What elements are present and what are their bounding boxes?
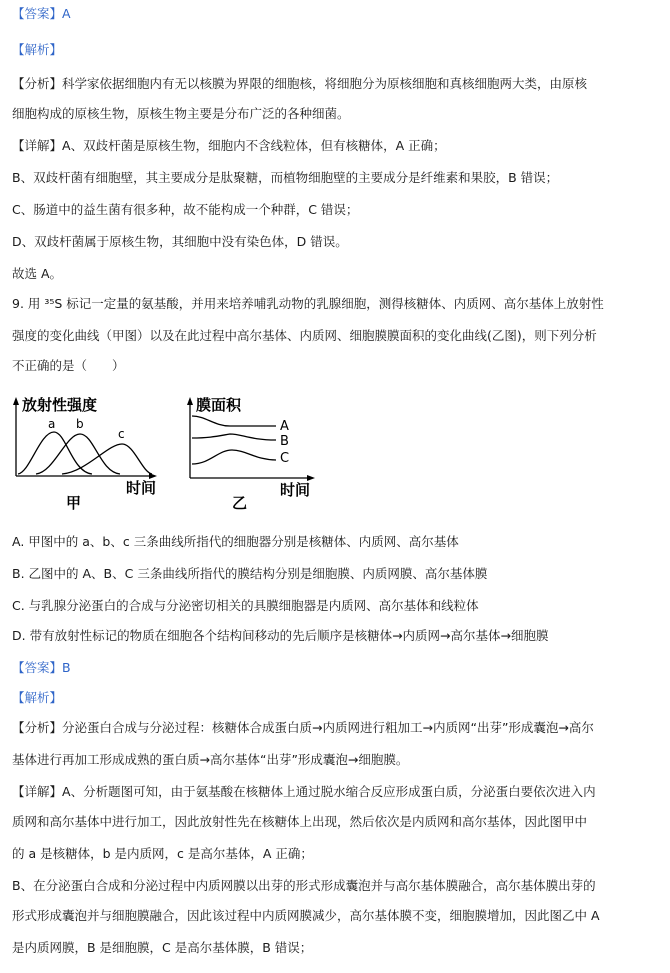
q9-figures-svg	[10, 392, 340, 512]
q9-stem-line3: 不正确的是（ ）	[12, 358, 125, 373]
q9-fenxi-line1	[12, 718, 660, 738]
answer-value: B	[62, 660, 71, 675]
jia-y-arrow	[13, 397, 19, 405]
q9-analysis-line	[12, 688, 660, 708]
q8-detail-d: D、双歧杆菌属于原核生物，其细胞中没有染色体，D 错误。	[12, 234, 348, 249]
detail-tag: 【详解】	[12, 784, 63, 799]
q9-detail-a2: 质网和高尔基体中进行加工，因此放射性先在核糖体上出现，然后依次是内质网和高尔基体，因此图甲中	[12, 814, 588, 829]
fenxi-text: 分泌蛋白合成与分泌过程：核糖体合成蛋白质→内质网进行粗加工→内质网“出芽”形成囊泡→高尔	[62, 720, 594, 735]
answer-tag: 【答案】	[12, 6, 63, 21]
jia-ylabel: 放射性强度	[22, 396, 98, 414]
q9-detail-a3: 的 a 是核糖体，b 是内质网，c 是高尔基体，A 正确；	[12, 846, 313, 861]
analysis-tag: 【解析】	[12, 42, 63, 57]
q9-stem-line2: 强度的变化曲线（甲图）以及在此过程中高尔基体、内质网、细胞膜膜面积的变化曲线(乙图)，则下列分析	[12, 328, 597, 343]
q8-analysis-line	[12, 40, 660, 60]
q8-detail-b: B、双歧杆菌有细胞壁，其主要成分是肽聚糖，而植物细胞壁的主要成分是纤维素和果胶，B 错误；	[12, 170, 559, 185]
yi-y-arrow	[187, 397, 193, 405]
figure-jia	[13, 396, 157, 512]
q9-detail-b1: B、在分泌蛋白合成和分泌过程中内质网膜以出芽的形式形成囊泡并与高尔基体膜融合，高尔基体膜出芽的	[12, 878, 596, 893]
q8-fenxi-line1	[12, 74, 660, 94]
q9-detail-a1	[12, 782, 660, 802]
q8-detail-a	[12, 136, 660, 156]
yi-label-c: C	[280, 451, 290, 466]
q9-option-d: D. 带有放射性标记的物质在细胞各个结构间移动的先后顺序是核糖体→内质网→高尔基体→细胞膜	[12, 628, 549, 643]
q9-figures	[10, 392, 340, 512]
q8-answer-line	[12, 4, 660, 24]
yi-curve-b	[192, 434, 276, 440]
detail-tag: 【详解】	[12, 138, 63, 153]
jia-label-a: a	[48, 417, 56, 431]
q8-conclusion: 故选 A。	[12, 266, 63, 281]
fenxi-tag: 【分析】	[12, 720, 63, 735]
jia-caption: 甲	[66, 494, 82, 512]
detail-text: A、分析题图可知，由于氨基酸在核糖体上通过脱水缩合反应形成蛋白质，分泌蛋白要依次进入内	[62, 784, 596, 799]
detail-text: A、双歧杆菌是原核生物，细胞内不含线粒体，但有核糖体，A 正确；	[62, 138, 446, 153]
jia-xlabel: 时间	[126, 479, 157, 497]
fenxi-tag: 【分析】	[12, 76, 63, 91]
figure-yi	[187, 396, 315, 512]
yi-curve-c	[192, 450, 276, 464]
yi-xlabel: 时间	[280, 481, 311, 499]
yi-label-a: A	[280, 419, 289, 434]
jia-curve-b	[36, 434, 120, 474]
q9-answer-line	[12, 658, 660, 678]
q9-detail-b3: 是内质网膜，B 是细胞膜，C 是高尔基体膜，B 错误；	[12, 940, 313, 955]
yi-ylabel: 膜面积	[196, 396, 242, 414]
answer-tag: 【答案】	[12, 660, 63, 675]
q9-fenxi-line2: 基体进行再加工形成成熟的蛋白质→高尔基体“出芽”形成囊泡→细胞膜。	[12, 752, 409, 767]
answer-value: A	[62, 6, 71, 21]
q9-option-c: C. 与乳腺分泌蛋白的合成与分泌密切相关的具膜细胞器是内质网、高尔基体和线粒体	[12, 598, 479, 613]
yi-caption: 乙	[232, 494, 248, 512]
yi-label-b: B	[280, 434, 289, 449]
jia-label-c: c	[118, 427, 125, 441]
yi-curve-a	[192, 416, 276, 426]
jia-label-b: b	[76, 417, 84, 431]
analysis-tag: 【解析】	[12, 690, 63, 705]
q8-fenxi-line2: 细胞构成的原核生物，原核生物主要是分布广泛的各种细菌。	[12, 106, 350, 121]
q9-option-a: A. 甲图中的 a、b、c 三条曲线所指代的细胞器分别是核糖体、内质网、高尔基体	[12, 534, 459, 549]
fenxi-text: 科学家依据细胞内有无以核膜为界限的细胞核，将细胞分为原核细胞和真核细胞两大类，由原核	[62, 76, 588, 91]
q9-detail-b2: 形式形成囊泡并与细胞膜融合，因此该过程中内质网膜减少，高尔基体膜不变，细胞膜增加，因此图乙中 A	[12, 908, 600, 923]
jia-curve-c	[62, 444, 152, 474]
q8-detail-c: C、肠道中的益生菌有很多种，故不能构成一个种群，C 错误；	[12, 202, 359, 217]
q9-option-b: B. 乙图中的 A、B、C 三条曲线所指代的膜结构分别是细胞膜、内质网膜、高尔基体膜	[12, 566, 488, 581]
q9-stem-line1: 9. 用 ³⁵S 标记一定量的氨基酸，并用来培养哺乳动物的乳腺细胞，测得核糖体、内质网、高尔基体上放射性	[12, 296, 604, 311]
